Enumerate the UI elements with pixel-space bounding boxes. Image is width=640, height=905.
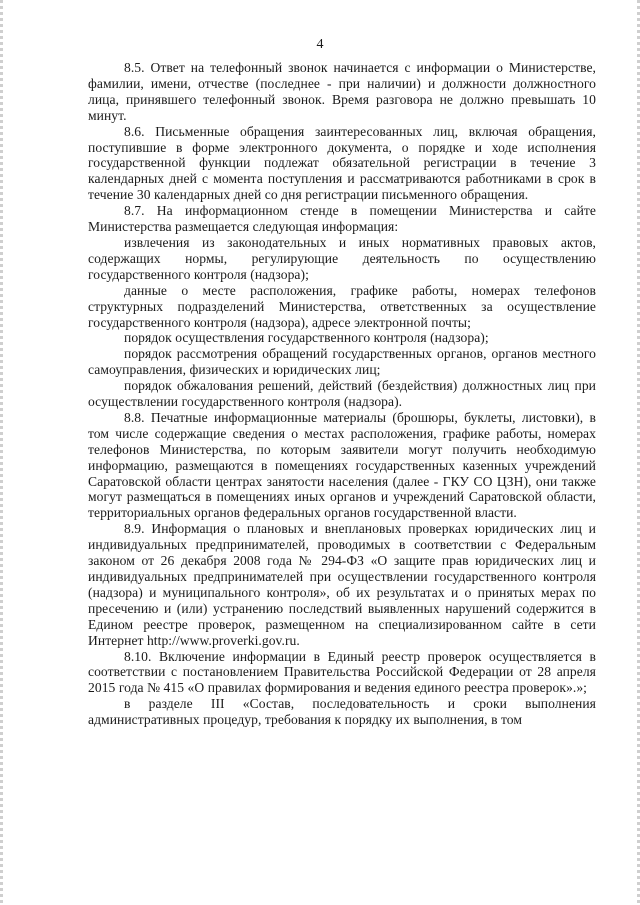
paragraph-section-iii: в разделе III «Состав, последовательность и сроки выполнения административных процедур, требования к порядку их выполнения, в том: [88, 696, 596, 728]
page-number: 4: [316, 37, 324, 52]
paragraph-8-6: 8.6. Письменные обращения заинтересованных лиц, включая обращения, поступившие в форме электронного документа, о порядке и ходе исполнения государственной функции подлежат обязательной регистрации в течение 3 календарных дней с момента поступления и рассматриваются работниками в срок в течение 30 календарных дней со дня регистрации письменного обращения.: [88, 123, 596, 203]
paragraph-8-9: 8.9. Информация о плановых и внеплановых проверках юридических лиц и индивидуальных предпринимателей, проводимых в соответствии с Федеральным законом от 26 декабря 2008 года № 294-ФЗ «О защите прав юридических лиц и индивидуальных предпринимателей при осуществлении государственного контроля (надзора) и муниципального контроля», об их результатах и о принятых мерах по пресечению и (или) устранению последствий выявленных нарушений содержится в Едином реестре проверок, размещенном на специализированном сайте в сети Интернет http://www.proverki.gov.ru.: [88, 521, 596, 648]
list-item-control-procedure: порядок осуществления государственного контроля (надзора);: [124, 330, 489, 346]
page-edge-left: [0, 0, 3, 905]
list-item-complaints-procedure: порядок обжалования решений, действий (бездействия) должностных лиц при осуществлении государственного контроля (надзора).: [88, 378, 596, 410]
document-body: [88, 60, 596, 728]
paragraph-8-8: 8.8. Печатные информационные материалы (брошюры, буклеты, листовки), в том числе содержащие сведения о местах расположения, графике работы, номерах телефонов Министерства, по которым заявители могут получить необходимую информацию, размещаются в помещениях государственных казенных учреждений Саратовской области центрах занятости населения (далее - ГКУ СО ЦЗН), они также могут размещаться в помещениях иных органов и учреждений Саратовской области, территориальных органов федеральных органов государственной власти.: [88, 409, 596, 521]
paragraph-8-10: 8.10. Включение информации в Единый реестр проверок осуществляется в соответствии с постановлением Правительства Российской Федерации от 28 апреля 2015 года № 415 «О правилах формирования и ведения единого реестра проверок».»;: [88, 648, 596, 696]
paragraph-8-7: 8.7. На информационном стенде в помещении Министерства и сайте Министерства размещается следующая информация:: [88, 203, 596, 235]
list-item-appeals-procedure: порядок рассмотрения обращений государственных органов, органов местного самоуправления, физических и юридических лиц;: [88, 346, 596, 378]
paragraph-8-5: 8.5. Ответ на телефонный звонок начинается с информации о Министерстве, фамилии, имени, отчестве (последнее - при наличии) и должности должностного лица, принявшего телефонный звонок. Время разговора не должно превышать 10 минут.: [88, 60, 596, 123]
list-item-location-data: данные о месте расположения, графике работы, номерах телефонов структурных подразделений Министерства, ответственных за осуществление государственного контроля (надзора), адресе электронной почты;: [88, 282, 596, 330]
list-item-extracts: извлечения из законодательных и иных нормативных правовых актов, содержащих нормы, регулирующие деятельность по осуществлению государственного контроля (надзора);: [88, 234, 596, 282]
